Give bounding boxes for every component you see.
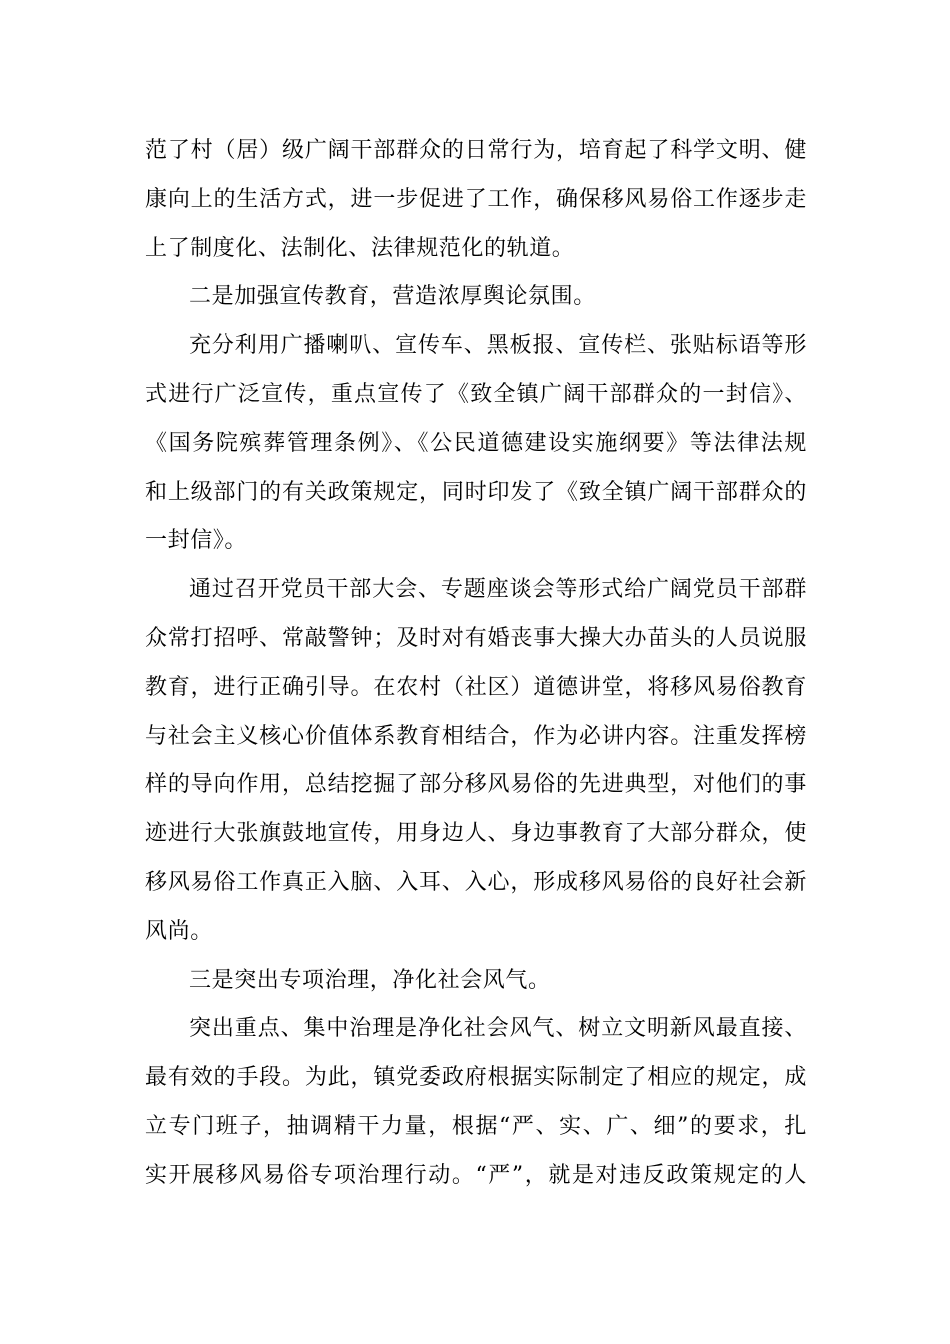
text-line: 移风易俗工作真正入脑、入耳、入心，形成移风易俗的良好社会新: [145, 869, 807, 895]
text-line: 突出重点、集中治理是净化社会风气、树立文明新风最直接、: [189, 1016, 807, 1042]
text-line: 与社会主义核心价值体系教育相结合，作为必讲内容。注重发挥榜: [145, 723, 807, 749]
text-line: 立专门班子，抽调精干力量，根据“严、实、广、细”的要求，扎: [145, 1113, 807, 1139]
text-line: 样的导向作用，总结挖掘了部分移风易俗的先进典型，对他们的事: [145, 772, 807, 798]
paragraph-1: [145, 127, 807, 273]
text-line: 《国务院殡葬管理条例》、《公民道德建设实施纲要》等法律法规: [145, 430, 807, 456]
text-line: 充分利用广播喇叭、宣传车、黑板报、宣传栏、张贴标语等形: [189, 333, 807, 359]
text-line: 上了制度化、法制化、法律规范化的轨道。: [145, 235, 575, 261]
heading-3-governance: [145, 957, 807, 1006]
text-line: 实开展移风易俗专项治理行动。“严”，就是对违反政策规定的人: [145, 1162, 807, 1188]
text-line: 最有效的手段。为此，镇党委政府根据实际制定了相应的规定，成: [145, 1065, 807, 1091]
section-heading: 三是突出专项治理，净化社会风气。: [189, 967, 551, 993]
document-body: [145, 127, 807, 1201]
section-heading: 二是加强宣传教育，营造浓厚舆论氛围。: [189, 284, 596, 310]
text-line: 教育，进行正确引导。在农村（社区）道德讲堂，将移风易俗教育: [145, 674, 807, 700]
paragraph-3: [145, 322, 807, 566]
text-line: 康向上的生活方式，进一步促进了工作，确保移风易俗工作逐步走: [145, 186, 807, 212]
text-line: 迹进行大张旗鼓地宣传，用身边人、身边事教育了大部分群众，使: [145, 821, 807, 847]
text-line: 通过召开党员干部大会、专题座谈会等形式给广阔党员干部群: [189, 577, 807, 603]
text-line: 一封信》。: [145, 528, 248, 554]
text-line: 和上级部门的有关政策规定，同时印发了《致全镇广阔干部群众的: [145, 479, 807, 505]
text-line: 范了村（居）级广阔干部群众的日常行为，培育起了科学文明、健: [145, 138, 807, 163]
paragraph-4: [145, 566, 807, 956]
text-line: 式进行广泛宣传，重点宣传了《致全镇广阔干部群众的一封信》、: [145, 381, 807, 407]
paragraph-6: [145, 1005, 807, 1200]
text-line: 众常打招呼、常敲警钟；及时对有婚丧事大操大办苗头的人员说服: [145, 625, 807, 651]
text-line: 风尚。: [145, 918, 213, 944]
heading-2-publicity: [145, 273, 807, 322]
